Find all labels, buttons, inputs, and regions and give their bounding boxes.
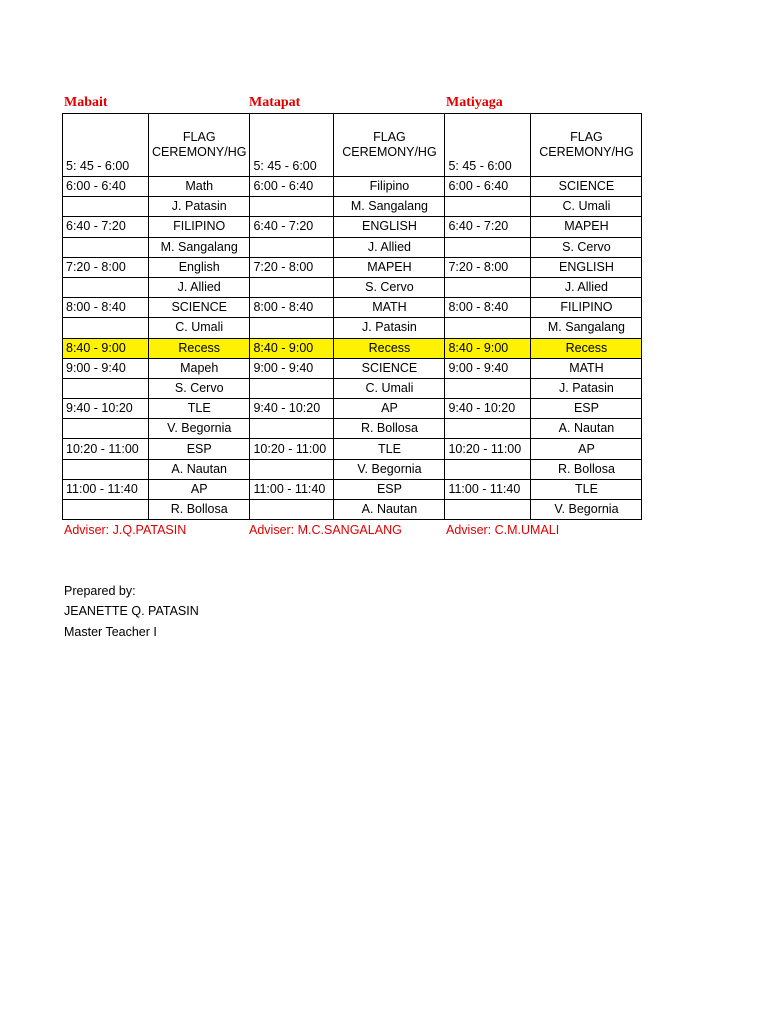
subject-cell: SCIENCE: [334, 358, 445, 378]
subject-cell: ESP: [531, 399, 642, 419]
table-row: [63, 378, 642, 398]
time-cell: 6:40 - 7:20: [445, 217, 531, 237]
time-cell: 5: 45 - 6:00: [63, 114, 149, 177]
subject-cell: Filipino: [334, 177, 445, 197]
time-cell: [445, 197, 531, 217]
table-row: [63, 358, 642, 378]
subject-cell: J. Patasin: [334, 318, 445, 338]
subject-cell: Mapeh: [149, 358, 250, 378]
time-cell: 8:40 - 9:00: [63, 338, 149, 358]
time-cell: 7:20 - 8:00: [63, 257, 149, 277]
time-cell: 5: 45 - 6:00: [250, 114, 334, 177]
subject-cell: M. Sangalang: [334, 197, 445, 217]
subject-cell: [531, 114, 642, 177]
time-cell: [250, 378, 334, 398]
subject-cell: J. Allied: [531, 277, 642, 297]
time-cell: 9:40 - 10:20: [445, 399, 531, 419]
subject-cell: S. Cervo: [531, 237, 642, 257]
subject-cell: S. Cervo: [334, 277, 445, 297]
time-cell: [63, 459, 149, 479]
time-cell: [63, 419, 149, 439]
table-row: [63, 500, 642, 520]
time-cell: 9:00 - 9:40: [250, 358, 334, 378]
flag-label-line1: FLAG: [373, 130, 406, 144]
subject-cell: TLE: [531, 479, 642, 499]
subject-cell: ESP: [334, 479, 445, 499]
time-cell: 5: 45 - 6:00: [445, 114, 531, 177]
flag-label-line1: FLAG: [570, 130, 603, 144]
time-cell: 8:40 - 9:00: [445, 338, 531, 358]
table-row: [63, 277, 642, 297]
prepared-by-label: Prepared by:: [64, 584, 136, 598]
subject-cell: AP: [531, 439, 642, 459]
section-title-matiyaga: Matiyaga: [446, 95, 503, 110]
table-row: [63, 197, 642, 217]
subject-cell: Recess: [149, 338, 250, 358]
subject-cell: C. Umali: [531, 197, 642, 217]
subject-cell: [149, 114, 250, 177]
time-cell: [63, 500, 149, 520]
subject-cell: SCIENCE: [149, 298, 250, 318]
time-cell: 6:40 - 7:20: [63, 217, 149, 237]
subject-cell: J. Allied: [334, 237, 445, 257]
time-cell: [63, 318, 149, 338]
subject-cell: AP: [334, 399, 445, 419]
time-cell: 11:00 - 11:40: [63, 479, 149, 499]
subject-cell: MAPEH: [334, 257, 445, 277]
subject-cell: Recess: [531, 338, 642, 358]
subject-cell: TLE: [149, 399, 250, 419]
time-cell: 8:00 - 8:40: [63, 298, 149, 318]
time-cell: 9:40 - 10:20: [63, 399, 149, 419]
subject-cell: A. Nautan: [149, 459, 250, 479]
time-cell: [250, 277, 334, 297]
time-cell: 10:20 - 11:00: [250, 439, 334, 459]
time-cell: 6:00 - 6:40: [250, 177, 334, 197]
time-cell: 7:20 - 8:00: [445, 257, 531, 277]
subject-cell: AP: [149, 479, 250, 499]
time-cell: 8:40 - 9:00: [250, 338, 334, 358]
flag-label-line2: CEREMONY/HG: [152, 145, 247, 159]
time-cell: [63, 378, 149, 398]
subject-cell: V. Begornia: [531, 500, 642, 520]
time-cell: [445, 378, 531, 398]
subject-cell: MATH: [334, 298, 445, 318]
table-row: [63, 217, 642, 237]
subject-cell: Recess: [334, 338, 445, 358]
adviser-matapat: Adviser: M.C.SANGALANG: [249, 523, 402, 537]
adviser-mabait: Adviser: J.Q.PATASIN: [64, 523, 187, 537]
section-title-matapat: Matapat: [249, 95, 301, 110]
table-row: [63, 257, 642, 277]
subject-cell: FILIPINO: [149, 217, 250, 237]
flag-label-line2: CEREMONY/HG: [342, 145, 437, 159]
table-row: [63, 459, 642, 479]
subject-cell: V. Begornia: [149, 419, 250, 439]
time-cell: [63, 277, 149, 297]
flag-label-line1: FLAG: [182, 130, 216, 144]
subject-cell: FILIPINO: [531, 298, 642, 318]
time-cell: [445, 419, 531, 439]
subject-cell: TLE: [334, 439, 445, 459]
time-cell: [445, 459, 531, 479]
subject-cell: MATH: [531, 358, 642, 378]
subject-cell: English: [149, 257, 250, 277]
time-cell: [445, 318, 531, 338]
time-cell: [250, 318, 334, 338]
time-cell: [250, 237, 334, 257]
subject-cell: MAPEH: [531, 217, 642, 237]
subject-cell: ENGLISH: [334, 217, 445, 237]
subject-cell: R. Bollosa: [149, 500, 250, 520]
table-row: [63, 318, 642, 338]
flag-label-line2: CEREMONY/HG: [539, 145, 634, 159]
time-cell: 11:00 - 11:40: [445, 479, 531, 499]
time-cell: 10:20 - 11:00: [63, 439, 149, 459]
table-row: [63, 237, 642, 257]
table-row: [63, 439, 642, 459]
subject-cell: R. Bollosa: [531, 459, 642, 479]
time-cell: [63, 237, 149, 257]
subject-cell: M. Sangalang: [531, 318, 642, 338]
table-row: [63, 419, 642, 439]
subject-cell: [334, 114, 445, 177]
table-row: [63, 177, 642, 197]
time-cell: 9:00 - 9:40: [63, 358, 149, 378]
table-row: [63, 399, 642, 419]
subject-cell: J. Patasin: [149, 197, 250, 217]
subject-cell: Math: [149, 177, 250, 197]
time-cell: [63, 197, 149, 217]
subject-cell: A. Nautan: [334, 500, 445, 520]
time-cell: 11:00 - 11:40: [250, 479, 334, 499]
time-cell: [445, 277, 531, 297]
time-cell: 6:00 - 6:40: [445, 177, 531, 197]
subject-cell: R. Bollosa: [334, 419, 445, 439]
subject-cell: ENGLISH: [531, 257, 642, 277]
preparer-title: Master Teacher I: [64, 625, 157, 639]
time-cell: [445, 237, 531, 257]
time-cell: [250, 419, 334, 439]
section-title-mabait: Mabait: [64, 95, 108, 110]
subject-cell: C. Umali: [149, 318, 250, 338]
subject-cell: J. Patasin: [531, 378, 642, 398]
subject-cell: S. Cervo: [149, 378, 250, 398]
subject-cell: C. Umali: [334, 378, 445, 398]
time-cell: 9:00 - 9:40: [445, 358, 531, 378]
time-cell: 6:00 - 6:40: [63, 177, 149, 197]
time-cell: [250, 500, 334, 520]
time-cell: 9:40 - 10:20: [250, 399, 334, 419]
header-row: [63, 114, 642, 177]
time-cell: 8:00 - 8:40: [445, 298, 531, 318]
table-row: [63, 298, 642, 318]
time-cell: [250, 459, 334, 479]
time-cell: 6:40 - 7:20: [250, 217, 334, 237]
schedule-table: [62, 113, 642, 520]
preparer-name: JEANETTE Q. PATASIN: [64, 604, 199, 618]
time-cell: 8:00 - 8:40: [250, 298, 334, 318]
subject-cell: V. Begornia: [334, 459, 445, 479]
table-row: [63, 338, 642, 358]
subject-cell: ESP: [149, 439, 250, 459]
subject-cell: M. Sangalang: [149, 237, 250, 257]
time-cell: 10:20 - 11:00: [445, 439, 531, 459]
subject-cell: J. Allied: [149, 277, 250, 297]
subject-cell: A. Nautan: [531, 419, 642, 439]
time-cell: [445, 500, 531, 520]
time-cell: [250, 197, 334, 217]
time-cell: 7:20 - 8:00: [250, 257, 334, 277]
adviser-matiyaga: Adviser: C.M.UMALI: [446, 523, 560, 537]
table-row: [63, 479, 642, 499]
subject-cell: SCIENCE: [531, 177, 642, 197]
